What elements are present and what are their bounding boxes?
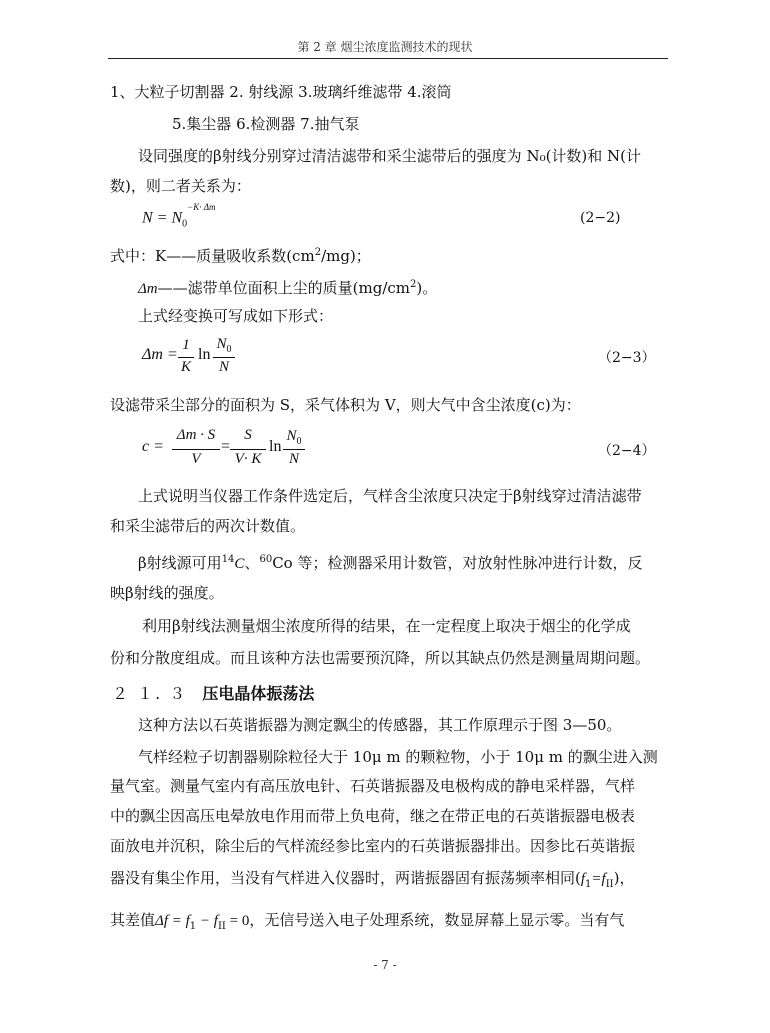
definition-dm-suffix: )。: [416, 279, 438, 297]
paragraph-4-intro: β射线源可用: [138, 554, 222, 572]
delta-f-sub-2: II: [217, 921, 226, 932]
section-heading: [112, 681, 314, 704]
paragraph-7-line-6-tail: ，无信号送入电子处理系统，数显屏幕上显示零。当有气: [249, 911, 625, 929]
equation-2-2-subscript: 0: [182, 218, 188, 230]
cobalt-60-mass: 60: [259, 554, 273, 565]
equation-2-3-ln-num-n: N: [216, 336, 227, 352]
page-header: 第 2 章 烟尘浓度监测技术的现状: [297, 40, 473, 54]
carbon-symbol: C: [234, 556, 245, 572]
section-title: 压电晶体振荡法: [202, 684, 315, 703]
paragraph-7-line-2: 量气室。测量气室内有高压放电针、石英谐振器及电极构成的静电采样器，气样: [110, 777, 636, 795]
equation-2-4-ln-num-sub: 0: [296, 436, 302, 447]
equation-2-4-f2-den: V· K: [234, 451, 262, 467]
equation-2-4-ln: ln: [269, 438, 282, 455]
f1-subscript: 1: [585, 879, 592, 890]
delta-f-sub-1: 1: [189, 921, 197, 932]
equation-2-4-f1-den: V: [191, 451, 201, 467]
header-rule: [108, 58, 668, 59]
equation-2-2-exponent: −K· Δm: [187, 202, 216, 212]
paragraph-7-line-4: 面放电并沉积，除尘后的气样流经参比室内的石英谐振器排出。因参比石英谐振: [110, 837, 636, 855]
equation-2-3-ln-den: N: [218, 359, 229, 375]
paragraph-4-line-1: [138, 550, 642, 574]
definition-k: [110, 243, 371, 266]
equation-2-3-ln-num-sub: 0: [226, 344, 232, 355]
paragraph-6: 这种方法以石英谐振器为测定飘尘的传感器，其工作原理示于图 3—50。: [138, 716, 622, 734]
delta-f-minus: − f: [196, 913, 218, 929]
equation-2-3-ln: ln: [198, 346, 211, 363]
paragraph-5-line-2: 份和分散度组成。而且该种方法也需要预沉降，所以其缺点仍然是测量周期问题。: [110, 649, 651, 667]
paragraph-7-line-6-lead: 其差值: [110, 911, 156, 929]
paragraph-4-line-2: 映β射线的强度。: [110, 584, 224, 602]
equation-2-3-lhs: Δm =: [142, 346, 178, 363]
delta-f-formula: Δf = f: [155, 913, 190, 929]
figure-legend-line-1: 1、大粒子切割器 2. 射线源 3.玻璃纤维滤带 4.滚筒: [110, 83, 452, 101]
transform-sentence: 上式经变换可写成如下形式：: [138, 307, 334, 325]
equation-2-4-ln-bar: [283, 449, 305, 450]
equation-2-3-ln-num: [213, 336, 235, 355]
equation-2-4-f1-num: Δm · S: [176, 427, 216, 443]
paragraph-4-rest: Co 等；检测器采用计数管，对放射性脉冲进行计数，反: [272, 554, 643, 572]
paragraph-7-line-6: [110, 910, 624, 937]
equation-2-4-lhs: c =: [142, 438, 164, 455]
equation-2-4-f2-num: S: [244, 427, 252, 443]
f2-subscript: II: [605, 879, 614, 890]
equation-2-4-number: （2−4）: [598, 443, 656, 459]
delta-f-zero: = 0: [225, 913, 250, 929]
equation-2-3-frac-den: K: [180, 359, 191, 375]
paragraph-1-line-2: 数)，则二者关系为：: [110, 177, 251, 195]
definition-k-suffix: /mg)；: [321, 247, 371, 265]
paragraph-7-line-5-end: )，: [613, 869, 635, 887]
paragraph-3-line-1: 上式说明当仪器工作条件选定后，气样含尘浓度只决定于β射线穿过清洁滤带: [138, 487, 642, 505]
f1-symbol: f: [580, 871, 586, 887]
page-number: - 7 -: [373, 958, 397, 972]
carbon-14-mass: 14: [221, 554, 235, 565]
equation-2-3-frac-bar: [178, 357, 194, 358]
equation-2-3-number: （2−3）: [598, 350, 656, 366]
paragraph-1-line-1: 设同强度的β射线分别穿过清洁滤带和采尘滤带后的强度为 N₀(计数)和 N(计: [138, 147, 642, 165]
definition-k-prefix: 式中：K——质量吸收系数(cm: [110, 247, 315, 265]
paragraph-2: 设滤带采尘部分的面积为 S，采气体积为 V，则大气中含尘浓度(c)为：: [110, 396, 581, 414]
equals-f2: =f: [591, 871, 606, 887]
equation-2-4-ln-num-n: N: [286, 428, 297, 444]
equation-2-4-equals: =: [221, 438, 231, 455]
paragraph-3-line-2: 和采尘滤带后的两次计数值。: [110, 517, 306, 535]
isotope-separator: 、: [244, 554, 260, 572]
equation-2-4-ln-den: N: [288, 451, 299, 467]
paragraph-5-line-1: 利用β射线法测量烟尘浓度所得的结果，在一定程度上取决于烟尘的化学成: [142, 617, 631, 635]
equation-2-3-ln-bar: [213, 357, 235, 358]
paragraph-7-line-3: 中的飘尘因高压电晕放电作用而带上负电荷，继之在带正电的石英谐振器电极表: [110, 807, 636, 825]
equation-2-3-frac-num: 1: [182, 337, 190, 353]
paragraph-7-line-5-text: 器没有集尘作用，当没有气样进入仪器时，两谐振器固有振荡频率相同(: [110, 869, 581, 887]
paragraph-7-line-5: [110, 868, 634, 895]
equation-2-4-f2-bar: [230, 449, 266, 450]
definition-dm-sup: 2: [410, 279, 417, 290]
equation-2-2-number: (2−2): [580, 210, 621, 226]
equation-2-2-lhs: N = N: [142, 209, 183, 227]
section-number: ２ １. ３: [112, 684, 188, 703]
equation-2-4-ln-num: [283, 428, 305, 447]
definition-dm-symbol: Δm: [138, 281, 158, 297]
definition-dm-text: ——滤带单位面积上尘的质量(mg/cm: [157, 279, 410, 297]
equation-2-4-f1-bar: [172, 449, 220, 450]
definition-k-sup: 2: [314, 247, 322, 258]
figure-legend-line-2: 5.集尘器 6.检测器 7.抽气泵: [172, 115, 360, 133]
paragraph-7-line-1: 气样经粒子切割器剔除粒径大于 10μ m 的颗粒物，小于 10μ m 的飘尘进入测: [138, 748, 658, 766]
definition-dm: [138, 275, 437, 299]
